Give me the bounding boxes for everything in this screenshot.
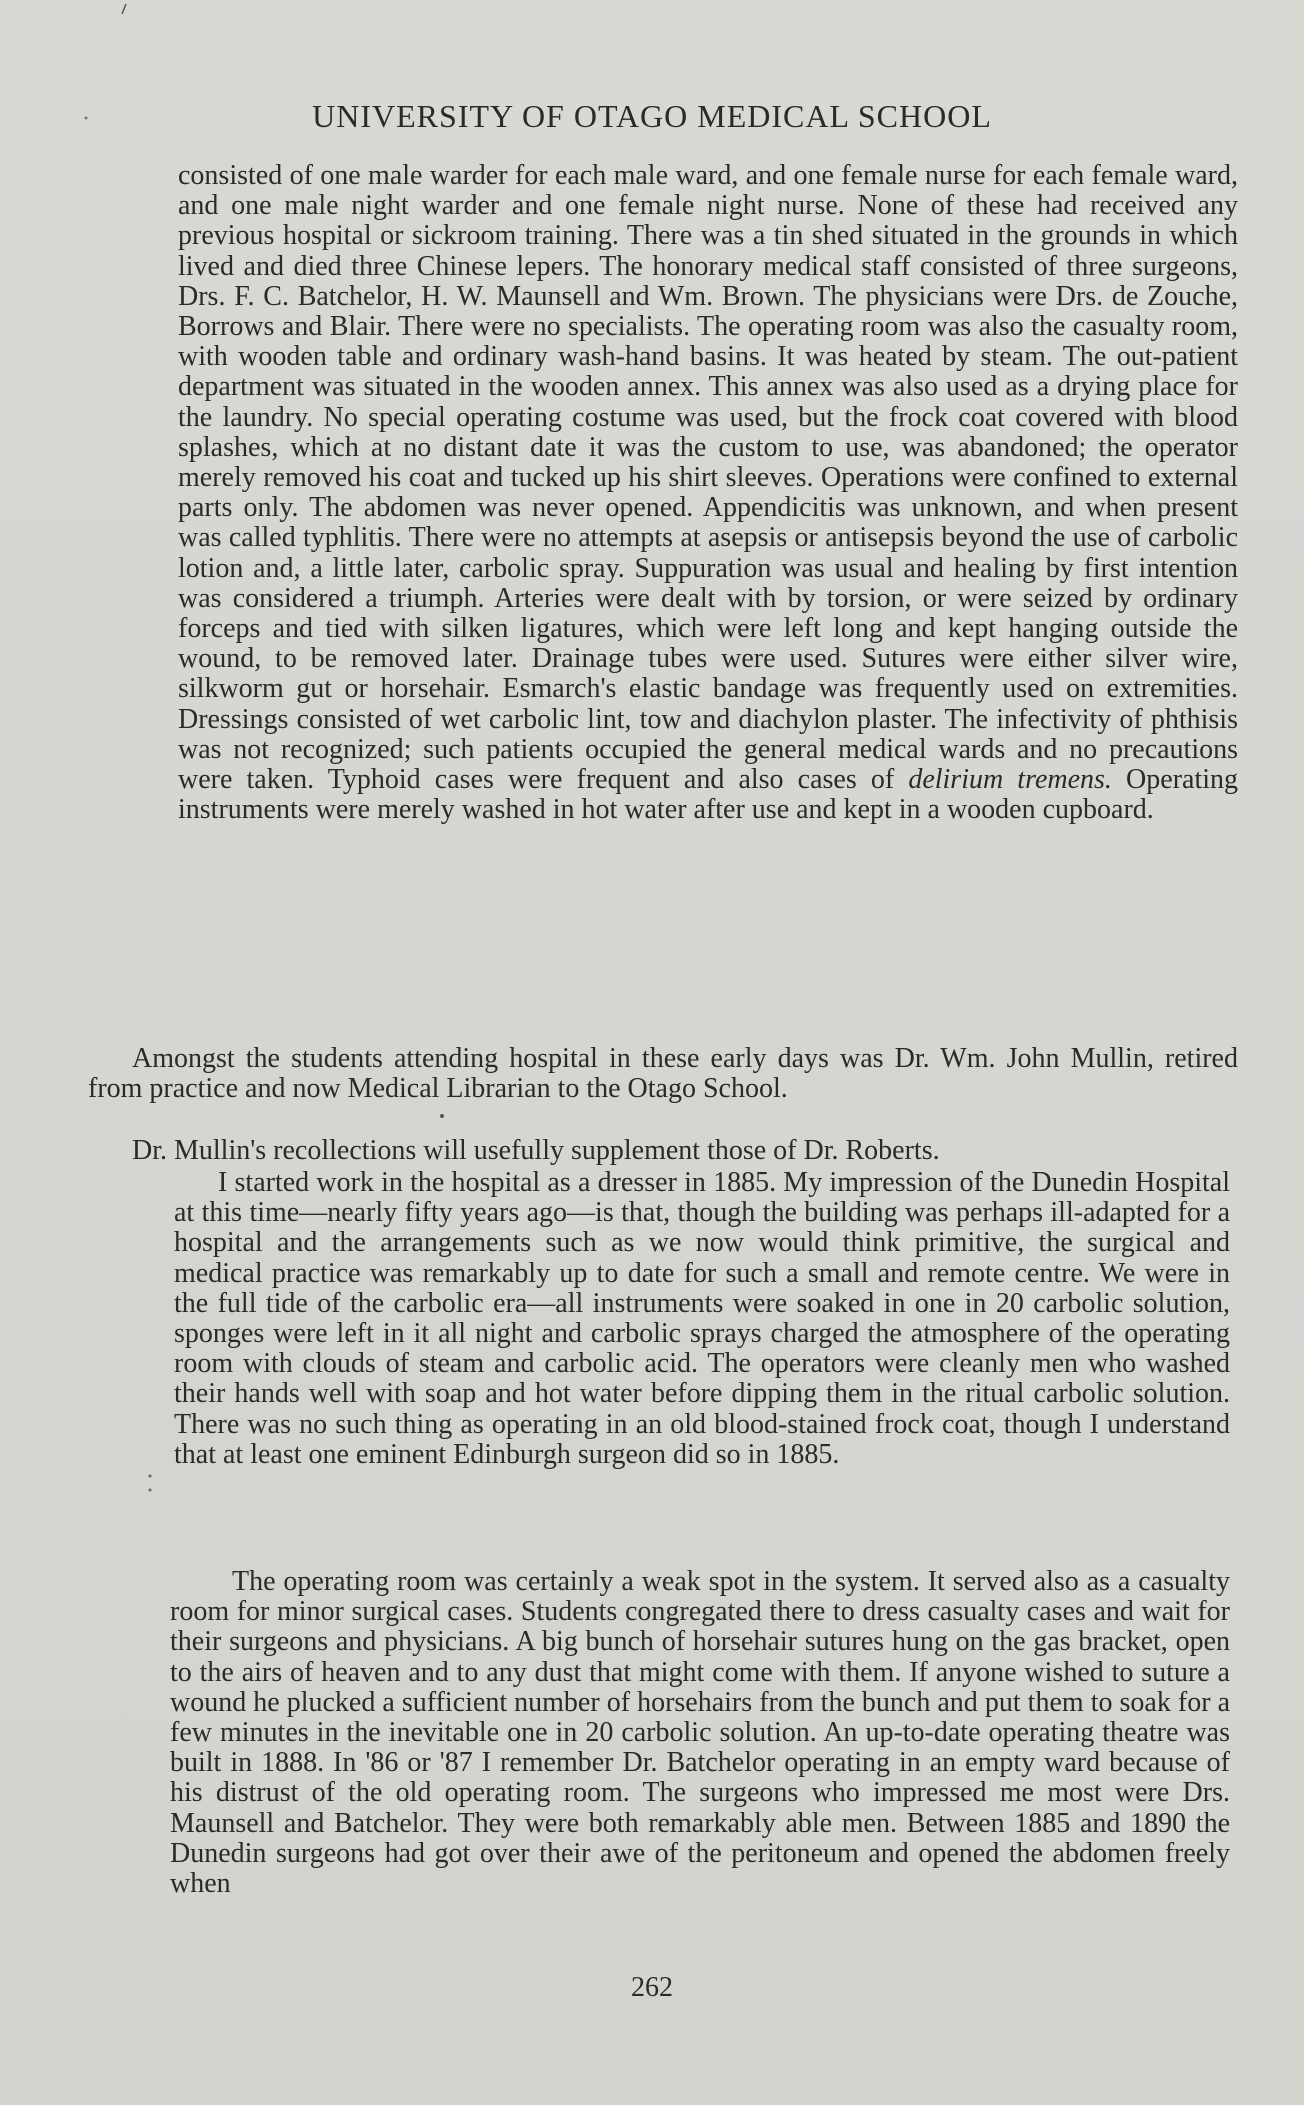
paragraph-hospital-conditions xyxy=(178,161,1238,825)
pencil-mark xyxy=(122,4,126,14)
paragraph-students: Amongst the students attending hospital in these early days was Dr. Wm. John Mullin, retired from practice and now Medical Librarian to the Otago School. xyxy=(88,1043,1238,1105)
quote-paragraph-dresser: I started work in the hospital as a dresser in 1885. My impression of the Dunedin Hospital at this time—nearly fifty years ago—is that, though the building was perhaps ill-adapted for a hospital and the arrangements such as we now would think primitive, the surgical and medical practice was remarkably up to date for such a small and remote centre. We were in the full tide of the carbolic era—all instruments were soaked in one in 20 carbolic solution, sponges were left in it all night and carbolic sprays charged the atmosphere of the operating room with clouds of steam and carbolic acid. The operators were cleanly men who washed their hands well with soap and hot water before dipping them in the ritual carbolic solution. There was no such thing as operating in an old blood-stained frock coat, though I understand that at least one eminent Edinburgh surgeon did so in 1885. xyxy=(174,1167,1230,1470)
italic-term: delirium tremens. xyxy=(908,764,1112,796)
paragraph-mullin-intro: Dr. Mullin's recollections will usefully supplement those of Dr. Roberts. xyxy=(132,1135,940,1166)
quote-paragraph-operating-room: The operating room was certainly a weak spot in the system. It served also as a casualty room for minor surgical cases. Students congregated there to dress casualty cases and wait for their surgeons and physicians. A big bunch of horsehair sutures hung on the gas bracket, open to the airs of heaven and to any dust that might come with them. If anyone wished to suture a wound he plucked a sufficient number of horsehairs from the bunch and put them to soak for a few minutes in the inevitable one in 20 carbolic solution. An up-to-date operating theatre was built in 1888. In '86 or '87 I remember Dr. Batchelor operating in an empty ward because of his distrust of the old operating room. The surgeons who impressed me most were Drs. Maunsell and Batchelor. They were both remarkably able men. Between 1885 and 1890 the Dunedin surgeons had got over their awe of the peritoneum and opened the abdomen freely when xyxy=(170,1566,1230,1900)
paper-speck xyxy=(149,1489,152,1492)
running-head: UNIVERSITY OF OTAGO MEDICAL SCHOOL xyxy=(312,98,992,134)
page-number: 262 xyxy=(631,1972,673,2003)
paragraph-text-end: Operating instruments were merely washed in hot water after use and kept in a wooden cupboard. xyxy=(178,764,1239,826)
paper-speck xyxy=(149,1475,152,1478)
paper-speck xyxy=(440,1114,444,1118)
paragraph-text: consisted of one male warder for each male ward, and one female nurse for each female ward, and one male night warder and one female night nurse. None of these had received any previous hospital or sickroom training. There was a tin shed situated in the grounds in which lived and died three Chinese lepers. The honorary medical staff consisted of three surgeons, Drs. F. C. Batchelor, H. W. Maunsell and Wm. Brown. The physicians were Drs. de Zouche, Borrows and Blair. There were no specialists. The operating room was also the casualty room, with wooden table and ordinary wash-hand basins. It was heated by steam. The out-patient department was situated in the wooden annex. This annex was also used as a drying place for the laundry. No special operating costume was used, but the frock coat covered with blood splashes, which at no distant date it was the custom to use, was abandoned; the operator merely removed his coat and tucked up his shirt sleeves. Operations were confined to external parts only. The abdomen was never opened. Appendicitis was unknown, and when present was called typhlitis. There were no attempts at asepsis or antisepsis beyond the use of carbolic lotion and, a little later, carbolic spray. Suppuration was usual and healing by first intention was considered a triumph. Arteries were dealt with by torsion, or were seized by ordinary forceps and tied with silken ligatures, which were left long and kept hanging outside the wound, to be removed later. Drainage tubes were used. Sutures were either silver wire, silkworm gut or horsehair. Esmarch's elastic bandage was frequently used on extremities. Dressings consisted of wet carbolic lint, tow and diachylon plaster. The infectivity of phthisis was not recognized; such patients occupied the general medical wards and no precautions were taken. Typhoid cases were frequent and also cases of xyxy=(178,160,1238,796)
